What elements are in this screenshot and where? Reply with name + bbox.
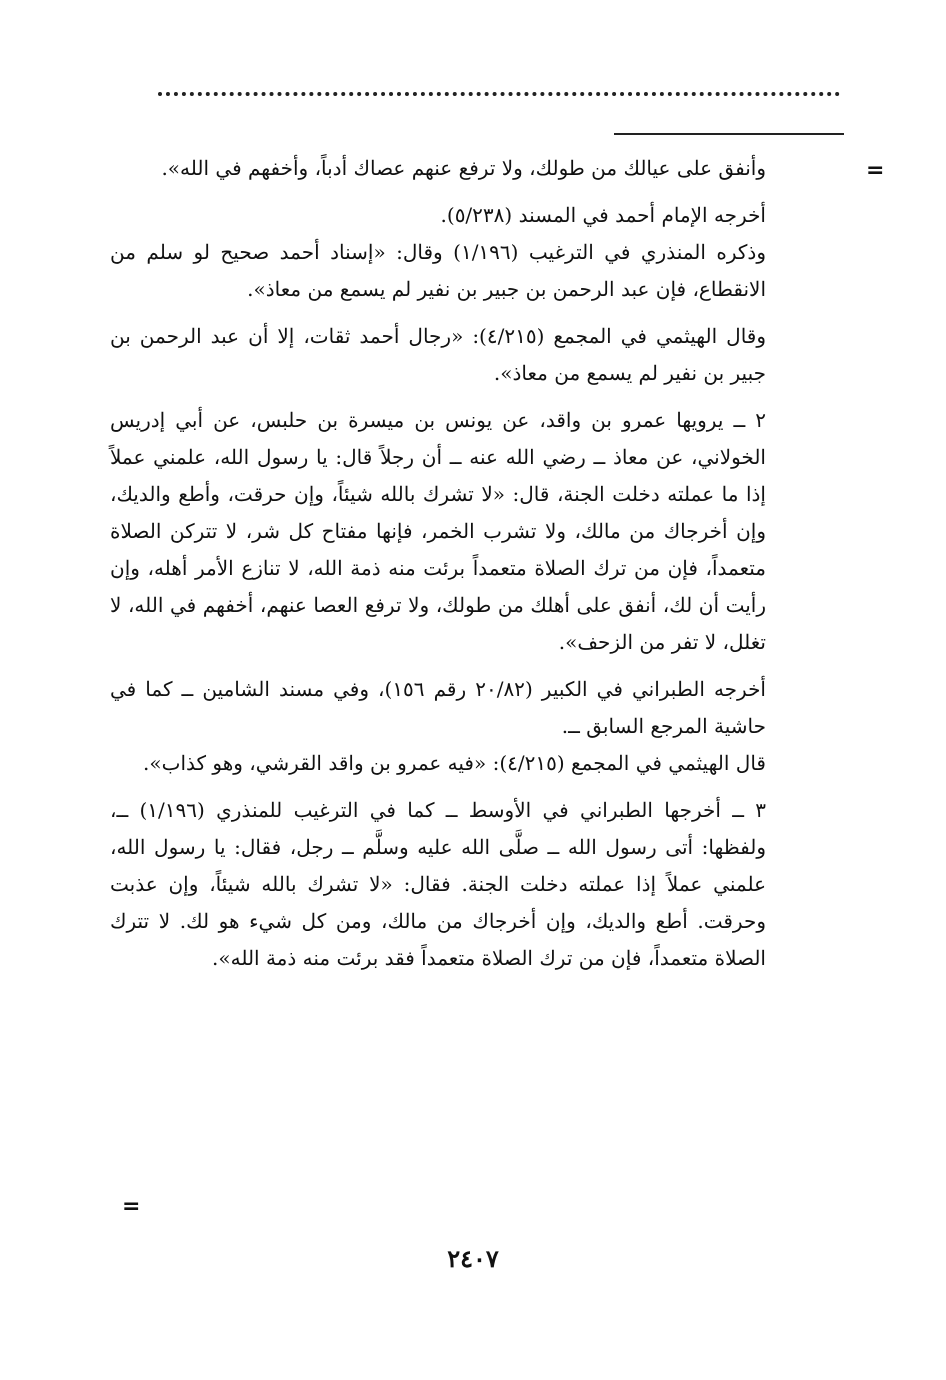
footnote-text [110, 150, 766, 987]
paragraph: وأنفق على عيالك من طولك، ولا ترفع عنهم عصاك أدباً، وأخفهم في الله». [161, 156, 766, 180]
page-number: ٢٤٠٧ [447, 1244, 499, 1273]
paragraph: وذكره المنذري في الترغيب (١/١٩٦) وقال: «إسناد أحمد صحيح لو سلم من الانقطاع، فإن عبد الرحمن بن جبير بن نفير لم يسمع من معاذ». [110, 240, 766, 301]
paragraph: أخرجه الإمام أحمد في المسند (٥/٢٣٨). [440, 203, 766, 227]
paragraph: وقال الهيثمي في المجمع (٤/٢١٥): «رجال أحمد ثقات، إلا أن عبد الرحمن بن جبير بن نفير لم يسمع من معاذ». [110, 324, 767, 385]
paragraph: قال الهيثمي في المجمع (٤/٢١٥): «فيه عمرو بن واقد القرشي، وهو كذاب». [143, 751, 766, 775]
paragraph: ٢ ــ يرويها عمرو بن واقد، عن يونس بن ميسرة بن حلبس، عن أبي إدريس الخولاني، عن معاذ ــ رضي الله عنه ــ أن رجلاً قال: يا رسول الله، علمني عملاً إذا ما عملته دخلت الجنة، قال: «لا تشرك بالله شيئاً، وإن حرقت، وأطع والديك، وإن أخرجاك من مالك، ولا تشرب الخمر، فإنها مفتاح كل شر، لا تتركن الصلاة متعمداً، فإن من ترك الصلاة متعمداً برئت منه ذمة الله، لا تنازع الأمر أهله، وإن رأيت أن لك، أنفق على أهلك من طولك، ولا ترفع العصا عنهم، أخفهم في الله، لا تغلل، لا تفر من الزحف». [110, 408, 766, 654]
continuation-mark-top: = [866, 158, 885, 183]
paragraph: أخرجه الطبراني في الكبير (٢٠/٨٢ رقم ١٥٦)، وفي مسند الشامين ــ كما في حاشية المرجع السابق ــ. [110, 677, 766, 738]
paragraph: ٣ ــ أخرجها الطبراني في الأوسط ــ كما في الترغيب للمنذري (١/١٩٦) ــ، ولفظها: أتى رسول الله ــ صلَّى الله عليه وسلَّم ــ رجل، فقال: يا رسول الله، علمني عملاً إذا عملته دخلت الجنة. فقال: «لا تشرك بالله شيئاً، وإن عذبت وحرقت. أطع والديك، وإن أخرجاك من مالك، ومن كل شيء هو لك. لا تترك الصلاة متعمداً، فإن من ترك الصلاة متعمداً فقد برئت منه ذمة الله». [110, 798, 766, 970]
footnote-rule [614, 133, 844, 135]
dotted-separator [158, 92, 840, 96]
continuation-mark-bottom: = [122, 1194, 141, 1219]
